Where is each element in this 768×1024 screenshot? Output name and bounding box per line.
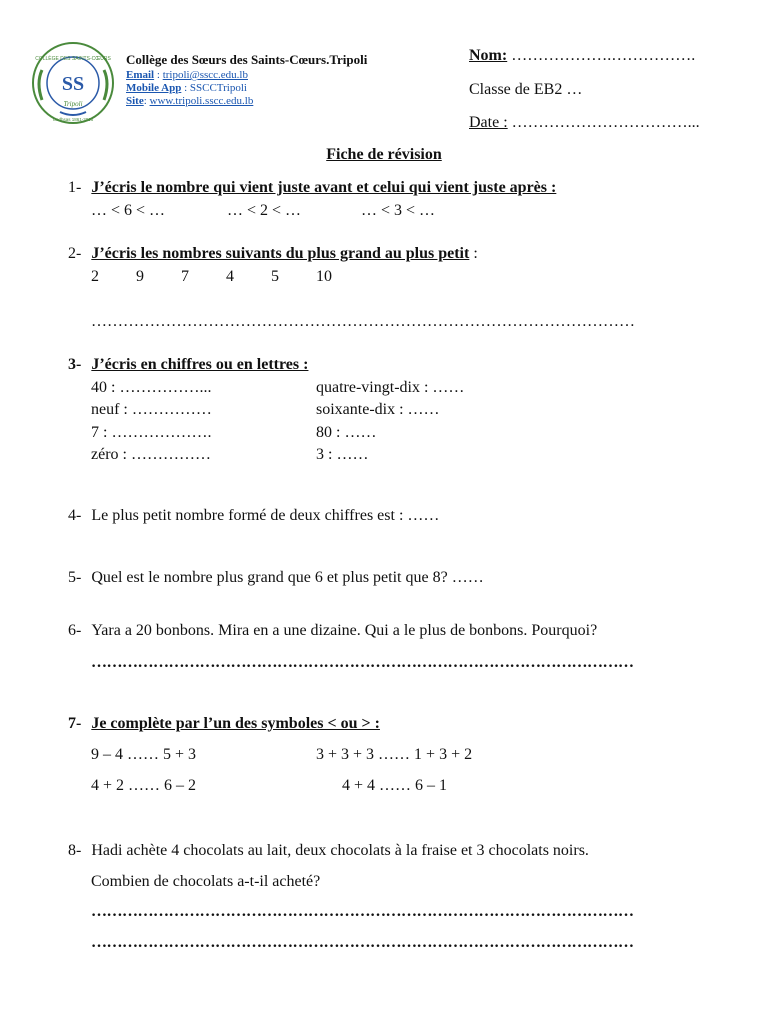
question-text: Hadi achète 4 chocolats au lait, deux chocolats à la fraise et 3 chocolats noirs. (91, 842, 589, 859)
question-number: 2- (68, 245, 82, 262)
school-logo-icon (30, 40, 116, 126)
q6-answer-line[interactable]: …………………………………………………………………………………………… (91, 654, 634, 671)
question-number: 3- (68, 356, 82, 373)
question-5 (68, 569, 484, 587)
question-7 (68, 715, 380, 733)
question-6 (68, 622, 597, 640)
q1-item: … < 6 < … (91, 202, 166, 219)
question-colon: : (469, 245, 478, 262)
question-text: Le plus petit nombre formé de deux chiffres est : …… (91, 507, 440, 524)
q3-right-item[interactable]: 80 : …… (316, 424, 377, 441)
q7-item[interactable]: 9 – 4 …… 5 + 3 (91, 746, 197, 763)
q2-number: 10 (316, 268, 332, 285)
q2-answer-line[interactable]: ………………………………………………………………………………………… (91, 313, 635, 330)
svg-text:COLLÈGE DES SAINTS-CŒURS: COLLÈGE DES SAINTS-CŒURS (35, 56, 111, 62)
question-text: Yara a 20 bonbons. Mira en a une dizaine. Qui a le plus de bonbons. Pourquoi? (91, 622, 598, 639)
school-logo (30, 40, 116, 126)
question-number: 5- (68, 569, 82, 586)
q3-left-item[interactable]: 40 : ……………... (91, 379, 212, 396)
question-text: Je complète par l’un des symboles < ou > : (91, 715, 380, 732)
svg-text:Cedhsas 1861-2016: Cedhsas 1861-2016 (52, 117, 94, 122)
question-3 (68, 356, 308, 374)
email-sep: : (154, 69, 163, 81)
q3-left-item[interactable]: 7 : ………………. (91, 424, 212, 441)
nom-field[interactable] (469, 47, 695, 65)
site-sep: : (143, 95, 150, 107)
email-label: Email (126, 69, 155, 81)
question-4 (68, 507, 439, 525)
q3-right-item[interactable]: soixante-dix : …… (316, 401, 440, 418)
nom-label: Nom: (469, 47, 508, 64)
q3-left-item[interactable]: neuf : …………… (91, 401, 212, 418)
question-text: J’écris en chiffres ou en lettres : (91, 356, 309, 373)
question-number: 8- (68, 842, 82, 859)
mobile-app-label: Mobile App (126, 82, 182, 94)
question-text: J’écris les nombres suivants du plus grand au plus petit (91, 245, 470, 262)
site-line (126, 95, 253, 108)
q3-left-item[interactable]: zéro : …………… (91, 446, 211, 463)
q1-item: … < 2 < … (227, 202, 302, 219)
mobile-app-line (126, 82, 247, 95)
date-dots: ……………………………... (507, 114, 700, 131)
q7-item[interactable]: 4 + 4 …… 6 – 1 (342, 777, 448, 794)
svg-text:SS: SS (61, 73, 85, 95)
q1-item: … < 3 < … (361, 202, 436, 219)
q8-answer-line-2[interactable]: …………………………………………………………………………………………… (91, 934, 634, 951)
question-number: 4- (68, 507, 82, 524)
question-number: 6- (68, 622, 82, 639)
question-2 (68, 245, 478, 263)
date-label: Date : (469, 114, 508, 131)
school-name: Collège des Sœurs des Saints-Cœurs.Tripoli (126, 52, 368, 67)
mobile-app-value: : SSCCTripoli (181, 82, 247, 94)
q2-number: 4 (226, 268, 234, 285)
question-number: 1- (68, 179, 82, 196)
q2-number: 2 (91, 268, 99, 285)
page-title: Fiche de révision (326, 146, 442, 163)
site-label: Site (126, 95, 144, 107)
nom-dots: ……………….……………. (507, 47, 696, 64)
email-link[interactable]: tripoli@sscc.edu.lb (162, 69, 248, 81)
q3-right-item[interactable]: 3 : …… (316, 446, 369, 463)
question-number: 7- (68, 715, 82, 732)
q2-number: 5 (271, 268, 279, 285)
q2-number: 9 (136, 268, 144, 285)
site-link[interactable]: www.tripoli.sscc.edu.lb (149, 95, 254, 107)
q7-item[interactable]: 4 + 2 …… 6 – 2 (91, 777, 197, 794)
q3-right-item[interactable]: quatre-vingt-dix : …… (316, 379, 465, 396)
class-label: Classe de EB2 … (469, 81, 583, 98)
q2-number: 7 (181, 268, 189, 285)
question-8 (68, 842, 589, 860)
question-text: Quel est le nombre plus grand que 6 et plus petit que 8? …… (91, 569, 484, 586)
question-text: J’écris le nombre qui vient juste avant et celui qui vient juste après : (91, 179, 557, 196)
date-field[interactable] (469, 114, 700, 132)
email-line (126, 69, 248, 82)
question-8-text-2: Combien de chocolats a-t-il acheté? (91, 873, 321, 890)
question-1 (68, 179, 556, 197)
svg-text:Tripoli: Tripoli (63, 100, 83, 108)
q8-answer-line-1[interactable]: …………………………………………………………………………………………… (91, 903, 634, 920)
q7-item[interactable]: 3 + 3 + 3 …… 1 + 3 + 2 (316, 746, 473, 763)
